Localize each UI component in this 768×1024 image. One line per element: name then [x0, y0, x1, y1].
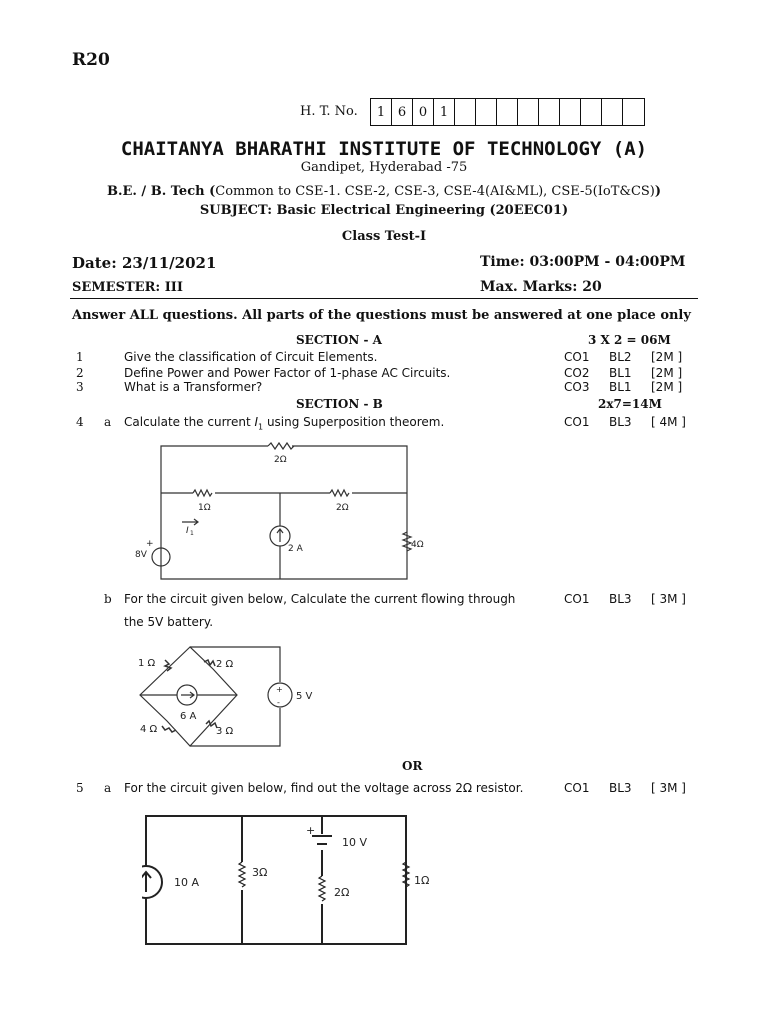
label-r1: 1 Ω: [138, 658, 156, 669]
circuit-diagram-superposition: [130, 436, 440, 588]
hall-ticket-cell: 1: [371, 99, 392, 125]
question-marks: [ 3M ]: [651, 781, 686, 795]
course-outcome: CO1: [564, 781, 590, 795]
hall-ticket-cell: [476, 99, 497, 125]
hall-ticket-cell: [560, 99, 581, 125]
arrow-icon: [277, 529, 283, 542]
section-a-marks: 3 X 2 = 06M: [588, 333, 671, 347]
question-text: What is a Transformer?: [124, 380, 263, 394]
circuit-diagram-bridge: [132, 642, 332, 752]
label-r3: 4Ω: [411, 540, 424, 550]
resistor-2ohm: [319, 876, 325, 901]
question-text: [124, 415, 444, 431]
hall-ticket-number-grid: [370, 98, 645, 126]
label-r3: 1Ω: [414, 874, 430, 887]
label-source-voltage: 10 V: [342, 836, 368, 849]
question-part: a: [104, 415, 112, 429]
resistor-2ohm: [330, 490, 349, 496]
circuit-diagram-parallel: [142, 812, 432, 948]
question-text: Give the classification of Circuit Elements.: [124, 350, 378, 364]
institute-name: CHAITANYA BHARATHI INSTITUTE OF TECHNOLOGY (A): [120, 138, 648, 160]
label-r2: 2 Ω: [216, 659, 234, 670]
institute-location: Gandipet, Hyderabad -75: [300, 160, 468, 175]
instructions: Answer ALL questions. All parts of the questions must be answered at one place only: [72, 308, 691, 323]
question-text: Define Power and Power Factor of 1-phase AC Circuits.: [124, 366, 451, 380]
subject-title: SUBJECT: Basic Electrical Engineering (20EEC01): [199, 203, 569, 218]
hall-ticket-cell: 0: [413, 99, 434, 125]
hall-ticket-cell: [602, 99, 623, 125]
max-marks: Max. Marks: 20: [480, 279, 602, 295]
label-r2: 2Ω: [334, 886, 350, 899]
section-b-marks: 2x7=14M: [598, 397, 662, 411]
header-divider: [70, 298, 698, 299]
question-number: 5: [76, 781, 84, 795]
label-source-voltage: 8V: [135, 550, 147, 560]
hall-ticket-cell: [455, 99, 476, 125]
question-part: a: [104, 781, 112, 795]
hall-ticket-cell: 6: [392, 99, 413, 125]
bloom-level: BL3: [609, 415, 632, 429]
question-number: 2: [76, 366, 84, 380]
label-plus: +: [306, 824, 316, 837]
exam-time: Time: 03:00PM - 04:00PM: [480, 254, 686, 270]
hall-ticket-cell: [623, 99, 644, 125]
current-arrow-icon: [182, 519, 198, 525]
course-outcome: CO2: [564, 366, 590, 380]
question-marks: [ 3M ]: [651, 592, 686, 606]
label-r1: 3Ω: [252, 866, 268, 879]
wire: [161, 446, 268, 548]
hall-ticket-cell: [518, 99, 539, 125]
question-marks: [2M ]: [651, 350, 683, 364]
resistor-1ohm: [193, 490, 212, 496]
label-source-voltage: 5 V: [296, 691, 313, 702]
hall-ticket-cell: 1: [434, 99, 455, 125]
question-number: 1: [76, 350, 84, 364]
label-r1: 1Ω: [198, 503, 211, 513]
semester: SEMESTER: III: [72, 280, 183, 295]
course-outcome: CO1: [564, 350, 590, 364]
test-name: Class Test-I: [341, 229, 427, 244]
label-minus: -: [277, 698, 280, 707]
exam-date: Date: 23/11/2021: [72, 254, 217, 272]
arrow-icon: [181, 692, 194, 698]
bloom-level: BL1: [609, 380, 632, 394]
section-b-title: SECTION - B: [296, 397, 383, 411]
label-current-sub: 1: [190, 530, 194, 537]
label-r-top: 2Ω: [274, 455, 287, 465]
battery-10v: [312, 836, 332, 844]
question-text-line2: the 5V battery.: [124, 615, 214, 629]
question-text-line1: For the circuit given below, Calculate the current flowing through: [124, 592, 516, 606]
label-plus: +: [146, 539, 154, 549]
label-source-current: 6 A: [180, 711, 197, 722]
current-subscript: 1: [258, 422, 264, 432]
hall-ticket-label: H. T. No.: [300, 104, 358, 119]
label-r2: 2Ω: [336, 503, 349, 513]
label-source-current: 10 A: [174, 876, 200, 889]
course-outcome: CO1: [564, 415, 590, 429]
current-variable: I: [254, 415, 259, 429]
regulation-code: R20: [72, 50, 110, 70]
or-divider: OR: [402, 759, 423, 773]
question-text: For the circuit given below, find out the voltage across 2Ω resistor.: [124, 781, 524, 795]
question-text-start: Calculate the current: [124, 415, 255, 429]
program-suffix: ): [654, 184, 662, 199]
section-a-title: SECTION - A: [296, 333, 382, 347]
label-plus: +: [276, 685, 283, 694]
bloom-level: BL3: [609, 592, 632, 606]
program-line: [0, 184, 768, 199]
hall-ticket-cell: [581, 99, 602, 125]
resistor-2ohm: [204, 660, 215, 666]
label-source-current: 2 A: [288, 544, 303, 554]
question-number: 3: [76, 380, 84, 394]
label-current-var: I: [186, 526, 189, 536]
question-part: b: [104, 592, 112, 606]
resistor-1ohm: [403, 862, 409, 887]
bloom-level: BL2: [609, 350, 632, 364]
resistor-top: [268, 443, 294, 449]
program-detail: Common to CSE-1. CSE-2, CSE-3, CSE-4(AI&ML), CSE-5(IoT&CS): [215, 184, 655, 199]
question-marks: [ 4M ]: [651, 415, 686, 429]
hall-ticket-cell: [539, 99, 560, 125]
label-r3: 3 Ω: [216, 726, 234, 737]
bloom-level: BL1: [609, 366, 632, 380]
course-outcome: CO1: [564, 592, 590, 606]
program-prefix: B.E. / B. Tech (: [106, 184, 216, 199]
question-number: 4: [76, 415, 84, 429]
label-r4: 4 Ω: [140, 724, 158, 735]
hall-ticket-cell: [497, 99, 518, 125]
resistor-3ohm: [239, 862, 245, 887]
question-text-end: using Superposition theorem.: [263, 415, 445, 429]
question-marks: [2M ]: [651, 380, 683, 394]
course-outcome: CO3: [564, 380, 590, 394]
bloom-level: BL3: [609, 781, 632, 795]
question-marks: [2M ]: [651, 366, 683, 380]
